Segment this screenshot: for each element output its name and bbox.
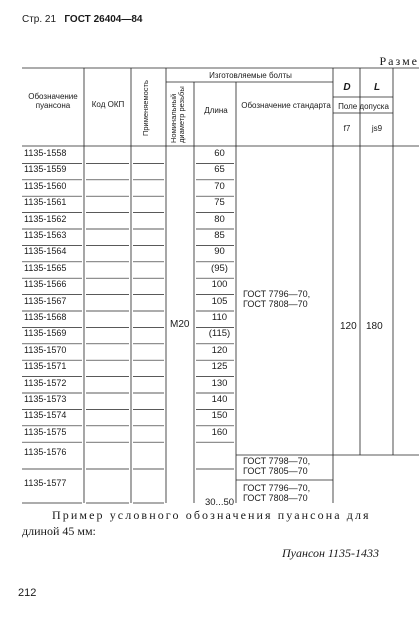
col-header-L: L: [373, 82, 381, 93]
row-length: 60: [214, 148, 225, 159]
row-length: 160: [211, 426, 228, 438]
standard-1577-1: ГОСТ 7796—70,: [243, 483, 311, 493]
col-header-standard: Обозначение стандарта: [241, 101, 331, 110]
row-designation: 1135-1558: [24, 148, 67, 158]
row-designation: 1135-1567: [24, 295, 67, 306]
page-number: 212: [18, 587, 37, 599]
row-designation: 1135-1575: [24, 426, 67, 437]
row-designation: 1135-1574: [24, 410, 67, 421]
section-heading-cut: Разме: [379, 54, 419, 68]
row-designation: 1135-1560: [24, 180, 67, 191]
row-length: 65: [214, 164, 225, 176]
row-length: 90: [214, 246, 225, 258]
row-designation: 1135-1572: [24, 377, 67, 388]
row-designation: 1135-1561: [24, 197, 67, 208]
row-designation: 1135-1563: [24, 230, 67, 240]
standard-1576-2: ГОСТ 7805—70: [243, 466, 308, 476]
row-length: 80: [214, 213, 225, 225]
col-header-nominal-diameter: Номинальный диаметр резьбы: [169, 86, 186, 143]
row-designation: 1135-1566: [24, 279, 67, 290]
row-designation: 1135-1577: [24, 478, 67, 488]
row-length: 30...50: [204, 497, 235, 508]
standard-number: ГОСТ 26404—84: [64, 14, 143, 25]
row-designation: 1135-1576: [24, 447, 67, 457]
nominal-diameter-value: М20: [170, 319, 190, 330]
row-length: 75: [214, 197, 225, 209]
row-designation: 1135-1568: [24, 312, 67, 322]
row-length: 120: [211, 344, 228, 356]
col-header-D: D: [343, 82, 351, 93]
page-label: Стр. 21: [22, 14, 57, 25]
row-length: (115): [208, 328, 231, 340]
row-length: (95): [211, 262, 228, 274]
standard-1576-1: ГОСТ 7798—70,: [243, 456, 311, 466]
row-length: 100: [211, 279, 228, 291]
tolerance-field-label: Поле допуска: [338, 102, 389, 111]
D-value: 120: [340, 321, 357, 332]
row-length: 130: [211, 377, 228, 389]
row-designation: 1135-1569: [24, 328, 67, 339]
standard-main-2: ГОСТ 7808—70: [243, 299, 308, 309]
row-designation: 1135-1564: [24, 246, 67, 257]
example-designation: Пуансон 1135-1433: [282, 546, 380, 560]
row-length: 140: [211, 394, 228, 405]
row-designation: 1135-1562: [24, 213, 67, 224]
L-value: 180: [366, 321, 383, 332]
example-line-1: Пример условного обозначения пуансона для: [52, 508, 371, 522]
row-length: 85: [214, 230, 225, 241]
row-length: 110: [211, 312, 228, 323]
row-designation: 1135-1571: [24, 361, 67, 372]
row-length: 125: [211, 361, 228, 373]
row-length: 150: [211, 410, 228, 422]
row-designation: 1135-1573: [24, 394, 67, 404]
tolerance-L: js9: [371, 124, 383, 133]
tolerance-D: f7: [343, 124, 351, 133]
example-line-2: длиной 45 мм:: [22, 524, 96, 538]
col-header-length: Длина: [204, 106, 228, 115]
row-designation: 1135-1570: [24, 344, 67, 355]
standard-1577-2: ГОСТ 7808—70: [243, 493, 308, 503]
col-header-applicability: Применяемость: [141, 80, 150, 136]
row-designation: 1135-1559: [24, 164, 67, 175]
col-header-okp: Код ОКП: [91, 100, 125, 109]
col-header-designation: Обозначение пуансона: [28, 92, 78, 110]
row-length: 105: [211, 295, 228, 307]
row-length: 70: [214, 180, 225, 192]
group-header-bolts: Изготовляемые болты: [209, 71, 292, 80]
row-designation: 1135-1565: [24, 262, 67, 273]
standard-main-1: ГОСТ 7796—70,: [243, 289, 311, 299]
